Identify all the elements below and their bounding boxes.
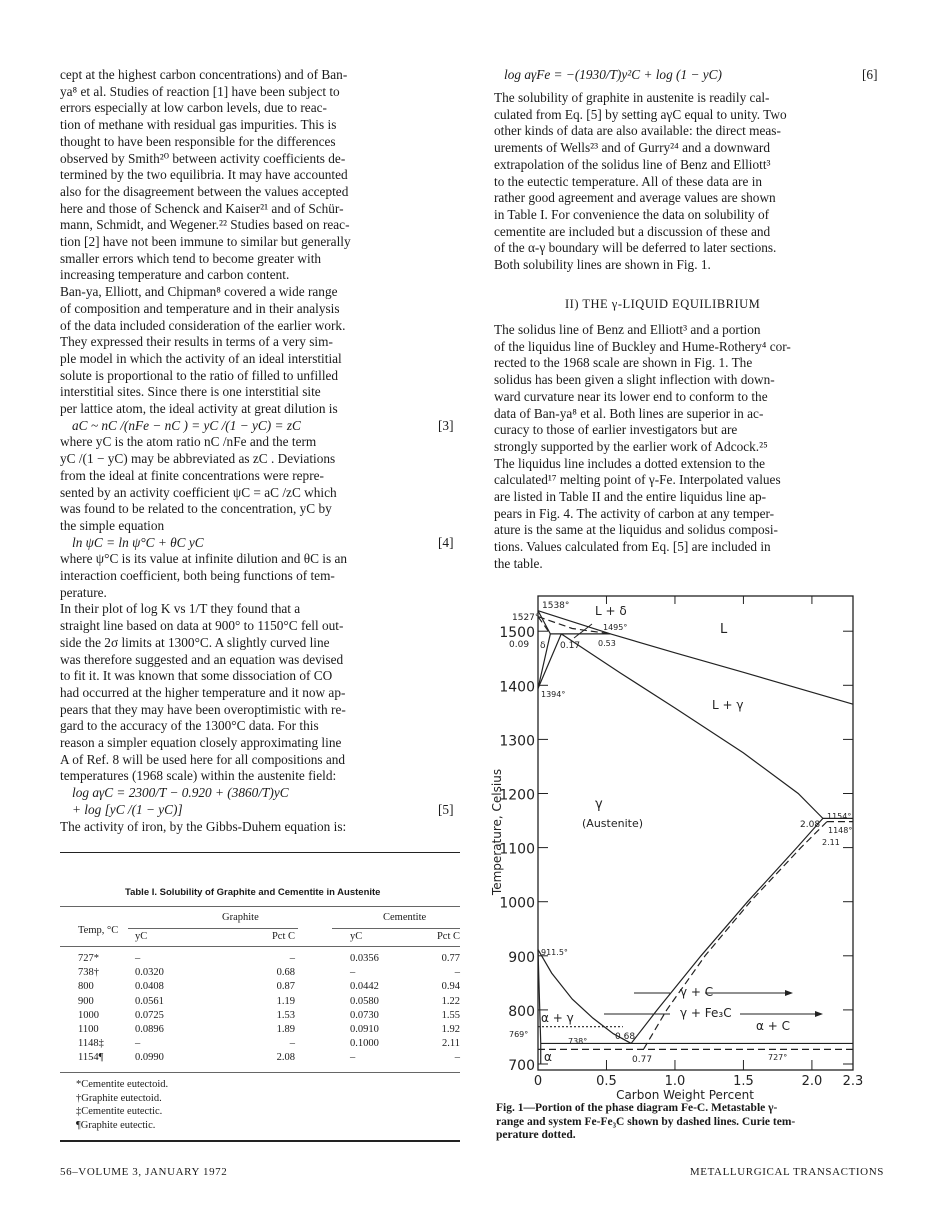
table-cell: 1154¶	[78, 1052, 104, 1064]
footer-journal: METALLURGICAL TRANSACTIONS	[689, 1166, 884, 1178]
table-cell: 1000	[78, 1009, 99, 1021]
equation-number: [4]	[438, 534, 454, 550]
table-cell: –	[289, 953, 295, 964]
text-line: ya⁸ et al. Studies of reaction [1] have been subject to	[60, 83, 340, 99]
table-cell: 0.0725	[135, 1009, 164, 1021]
text-line: the table.	[494, 555, 543, 571]
text-line: They expressed their results in terms of a very sim-	[60, 334, 333, 350]
equation: ln ψC = ln ψ°C + θC yC	[72, 534, 204, 550]
table-cell: –	[135, 1038, 141, 1050]
equation: log aγC = 2300/T − 0.920 + (3860/T)yC	[72, 785, 289, 801]
table-footnote: ‡Cementite eutectic.	[76, 1106, 163, 1118]
x-tick-label: 1.5	[733, 1074, 754, 1089]
text-line: here and those of Schenck and Kaiser²¹ and of Schür-	[60, 200, 344, 216]
curve-liquidus	[538, 611, 853, 705]
equation-number: [5]	[438, 801, 454, 817]
leader-line	[574, 624, 592, 638]
table-cell: 1100	[78, 1024, 99, 1035]
annotation: 1527°	[512, 613, 540, 623]
arrow-head-icon	[815, 1011, 823, 1017]
table-cell: 1.92	[441, 1024, 460, 1035]
text-line: The solidus line of Benz and Elliott³ and a portion	[494, 322, 761, 337]
table-cell: 0.0561	[135, 995, 164, 1007]
equation: log aγFe = −(1930/T)y²C + log (1 − yC)	[504, 67, 722, 82]
text-line: to fit it. It was known that some dissociation of CO	[60, 668, 333, 684]
curve-solidus	[561, 634, 823, 818]
table-cell: 0.0408	[135, 981, 164, 993]
y-tick-label: 900	[508, 949, 535, 966]
text-line: cementite are included but a discussion of these and	[494, 223, 771, 239]
table-cell: –	[350, 967, 356, 979]
text-line: sented by an activity coefficient ψC = aC /zC which	[60, 484, 337, 500]
text-line: was therefore suggested and an equation was devised	[60, 651, 344, 667]
table-cell: 2.08	[276, 1052, 295, 1064]
annotation: α	[544, 1050, 552, 1064]
y-tick-label: 1200	[499, 787, 535, 804]
text-line: in Table I. For convenience the data on solubility of	[494, 206, 770, 222]
y-tick-label: 700	[508, 1058, 535, 1074]
text-line: interstitial sites. Since there is one interstitial site	[60, 384, 321, 400]
y-tick-label: 1300	[499, 733, 535, 750]
annotation: γ	[595, 797, 603, 812]
annotation: 1495°	[603, 623, 628, 632]
text-line: where yC is the atom ratio nC /nFe and the term	[60, 434, 317, 450]
text-line: cept at the highest carbon concentrations) and of Ban-	[60, 67, 348, 82]
text-line: termined by the two equilibria. It may have accounted	[60, 167, 348, 183]
table-cell: 1.19	[276, 995, 295, 1007]
annotation: (Austenite)	[582, 817, 643, 830]
text-line: of the α-γ boundary will be deferred to later sections.	[494, 240, 777, 256]
section-heading: II) THE γ-LIQUID EQUILIBRIUM	[565, 297, 761, 311]
annotation: 2.08	[800, 820, 821, 830]
text-line: are listed in Table II and the entire liquidus line ap-	[494, 489, 767, 504]
text-line: Ban-ya, Elliott, and Chipman⁸ covered a wide range	[60, 284, 338, 300]
annotation: 0.77	[632, 1055, 653, 1065]
text-line: ature is the same at the liquidus and solidus composi-	[494, 522, 778, 538]
table-cell: 738†	[78, 967, 99, 979]
text-line: A of Ref. 8 will be used here for all compositions and	[60, 751, 346, 767]
text-line: per lattice atom, the ideal activity at great dilution is	[60, 401, 338, 416]
annotation: 0.09	[509, 640, 530, 650]
text-line: Both solubility lines are shown in Fig. 1.	[494, 257, 711, 272]
curve-A3-line	[538, 950, 631, 1044]
table-cell: 0.0910	[350, 1024, 379, 1035]
table-cell: 0.0730	[350, 1009, 379, 1021]
table-cell: 0.0896	[135, 1024, 164, 1035]
text-line: of composition and temperature and in their analysis	[60, 300, 340, 316]
text-line: reason a simpler equation closely approximating line	[60, 735, 342, 750]
text-line: The liquidus line includes a dotted extension to the	[494, 455, 766, 471]
y-tick-label: 1500	[499, 625, 535, 642]
text-line: solute is proportional to the ratio of filled to unfilled	[60, 367, 339, 383]
text-line: ple model in which the activity of an ideal interstitial	[60, 350, 342, 366]
text-line: ward curvature near its lower end to conform to the	[494, 388, 768, 404]
caption-line: perature dotted.	[496, 1129, 576, 1141]
table-cell: 1.89	[276, 1024, 295, 1035]
text-line: tion [2] have not been immune to similar but generally	[60, 234, 351, 249]
equation-number: [6]	[862, 67, 878, 82]
text-line: perature.	[60, 584, 107, 600]
table-cell: 0.94	[441, 981, 460, 993]
y-tick-label: 800	[508, 1003, 535, 1020]
annotation: L + γ	[712, 698, 744, 712]
equation: aC ~ nC /(nFe − nC ) = yC /(1 − yC) = zC	[72, 417, 301, 433]
table-cell: 0.77	[441, 953, 460, 964]
text-line: straight line based on data at 900° to 1150°C fell out-	[60, 618, 344, 634]
y-tick-label: 1000	[499, 895, 535, 912]
table-footnote: *Cementite eutectoid.	[76, 1079, 169, 1090]
x-tick-label: 0	[533, 1074, 543, 1089]
annotation: 0.68	[615, 1032, 636, 1042]
annotation: α + C	[756, 1019, 790, 1033]
text-line: pears that they may have been overoptimistic with re-	[60, 701, 346, 717]
text-line: culated from Eq. [5] by setting aγC equal to unity. Two	[494, 106, 787, 122]
y-tick-label: 1400	[499, 679, 535, 696]
table-title: Table I. Solubility of Graphite and Cementite in Austenite	[125, 887, 381, 898]
group-header-graphite: Graphite	[222, 912, 259, 923]
table-footnote: †Graphite eutectoid.	[76, 1092, 162, 1104]
table-cell: 0.0320	[135, 967, 164, 979]
table-cell: 1148‡	[78, 1038, 104, 1050]
text-line: In their plot of log K vs 1/T they found that a	[60, 601, 301, 617]
annotation: 0.53	[598, 639, 616, 648]
text-line: temperatures (1968 scale) within the austenite field:	[60, 768, 337, 784]
annotation: L + δ	[595, 604, 627, 618]
text-line: strongly supported by the earlier work of Adcock.²⁵	[494, 438, 768, 454]
table-header: yC	[135, 931, 148, 942]
text-line: rected to the 1968 scale are shown in Fig. 1. The	[494, 355, 753, 371]
annotation: 911.5°	[541, 948, 568, 957]
annotation: 1154°	[827, 812, 852, 821]
annotation: γ + Fe₃C	[680, 1006, 732, 1020]
table-cell: –	[289, 1038, 295, 1050]
text-line: curacy to those of earlier investigators but are	[494, 422, 738, 438]
annotation: 2.11	[822, 838, 840, 847]
text-line: side the 2σ limits at 1300°C. A slightly curved line	[60, 634, 330, 650]
annotation: 727°	[768, 1053, 788, 1062]
annotation: 769°	[509, 1030, 529, 1039]
text-line: was found to be related to the concentration, yC by	[60, 501, 332, 517]
annotation: 1148°	[828, 826, 853, 835]
table-cell: –	[135, 953, 141, 964]
table-cell: –	[350, 1052, 356, 1064]
table-cell: 0.0990	[135, 1052, 164, 1064]
text-line: other kinds of data are also available: the direct meas-	[494, 123, 781, 139]
text-line: to the eutectic temperature. All of these data are in	[494, 173, 763, 189]
annotation: 738°	[568, 1037, 588, 1046]
annotation: L	[720, 622, 728, 637]
text-line: extrapolation of the solidus line of Benz and Elliott³	[494, 156, 771, 172]
text-line: interaction coefficient, both being functions of tem-	[60, 568, 335, 583]
text-line: rather good agreement and average values are shown	[494, 190, 776, 206]
text-line: smaller errors which tend to become greater with	[60, 250, 322, 266]
text-line: also for the disagreement between the values accepted	[60, 183, 349, 199]
annotation: 1538°	[542, 601, 570, 611]
x-tick-label: 0.5	[596, 1074, 617, 1089]
table-cell: 0.0356	[350, 953, 379, 964]
text-line: of the liquidus line of Buckley and Hume-Rothery⁴ cor-	[494, 338, 791, 354]
text-line: tion of methane with residual gas impurities. This is	[60, 117, 337, 133]
x-tick-label: 2.0	[801, 1074, 823, 1089]
table-cell: 0.0580	[350, 995, 379, 1007]
annotation: γ + C	[680, 985, 714, 999]
table-cell: –	[454, 1052, 460, 1064]
table-header: Pct C	[271, 931, 295, 942]
x-tick-label: 1.0	[664, 1074, 686, 1089]
table-cell: 727*	[78, 953, 99, 964]
text-line: gard to the accuracy of the 1300°C data. For this	[60, 718, 319, 734]
equation-number: [3]	[438, 417, 454, 433]
table-header: yC	[350, 931, 363, 942]
text-line: from the ideal at finite concentrations were repre-	[60, 467, 324, 483]
y-tick-label: 1100	[499, 841, 535, 858]
table-cell: –	[454, 967, 460, 979]
text-line: mann, Schmidt, and Wegener.²² Studies based on reac-	[60, 217, 350, 233]
table-cell: 900	[78, 995, 94, 1007]
arrow-head-icon	[785, 990, 793, 996]
table-cell: 1.22	[441, 995, 460, 1007]
x-axis-label: Carbon Weight Percent	[616, 1088, 754, 1102]
text-line: pears in Fig. 4. The activity of carbon at any temper-	[494, 505, 775, 521]
footer-issue: 56–VOLUME 3, JANUARY 1972	[60, 1166, 228, 1178]
group-header-cementite: Cementite	[383, 912, 427, 923]
annotation: 0.17	[560, 641, 581, 651]
text-line: yC /(1 − yC) may be abbreviated as zC . Deviations	[60, 451, 336, 467]
text-line: urements of Wells²³ and of Gurry²⁴ and a downward	[494, 140, 770, 156]
table-cell: 2.11	[442, 1038, 460, 1050]
table-header: Pct C	[436, 931, 460, 942]
caption-line: range and system Fe-Fe₃C shown by dashed lines. Curie tem-	[496, 1115, 796, 1128]
annotation: 1394°	[541, 690, 566, 699]
text-line: where ψ°C is its value at infinite dilution and θC is an	[60, 551, 348, 567]
table-header: Temp, °C	[78, 925, 119, 936]
text-line: increasing temperature and carbon content.	[60, 267, 290, 283]
table-footnote: ¶Graphite eutectic.	[76, 1119, 156, 1131]
table-cell: 0.68	[276, 967, 295, 979]
table-cell: 0.87	[276, 981, 295, 993]
text-line: thought to have been responsible for the differences	[60, 133, 336, 149]
text-line: The activity of iron, by the Gibbs-Duhem equation is:	[60, 818, 347, 834]
annotation: δ	[540, 641, 546, 651]
text-line: of the data included consideration of the earlier work.	[60, 317, 346, 333]
table-cell: 0.0442	[350, 981, 379, 993]
annotation: α + γ	[541, 1011, 574, 1025]
curve-cementite-solubility	[643, 822, 827, 1050]
text-line: tions. Values calculated from Eq. [5] are included in	[494, 539, 771, 555]
text-line: solidus has been given a slight inflection with down-	[494, 372, 775, 388]
text-line: data of Ban-ya⁸ et al. Both lines are superior in ac-	[494, 405, 764, 421]
x-tick-label: 2.3	[842, 1074, 864, 1089]
table-cell: 0.1000	[350, 1038, 379, 1050]
text-line: errors especially at low carbon levels, due to reac-	[60, 100, 327, 116]
text-line: had occurred at the higher temperature and it now ap-	[60, 684, 346, 700]
text-line: calculated¹⁷ melting point of γ-Fe. Interpolated values	[494, 472, 781, 488]
equation: + log [yC /(1 − yC)]	[72, 801, 183, 817]
text-line: observed by Smith²⁰ between activity coefficients de-	[60, 150, 346, 166]
table-cell: 800	[78, 981, 94, 993]
table-cell: 1.53	[276, 1009, 295, 1021]
y-axis-label: Temperature, Celsius	[490, 768, 504, 896]
text-line: the simple equation	[60, 517, 165, 533]
text-line: The solubility of graphite in austenite is readily cal-	[494, 90, 770, 105]
table-cell: 1.55	[441, 1009, 460, 1021]
caption-line: Fig. 1—Portion of the phase diagram Fe-C. Metastable γ-	[496, 1102, 778, 1114]
